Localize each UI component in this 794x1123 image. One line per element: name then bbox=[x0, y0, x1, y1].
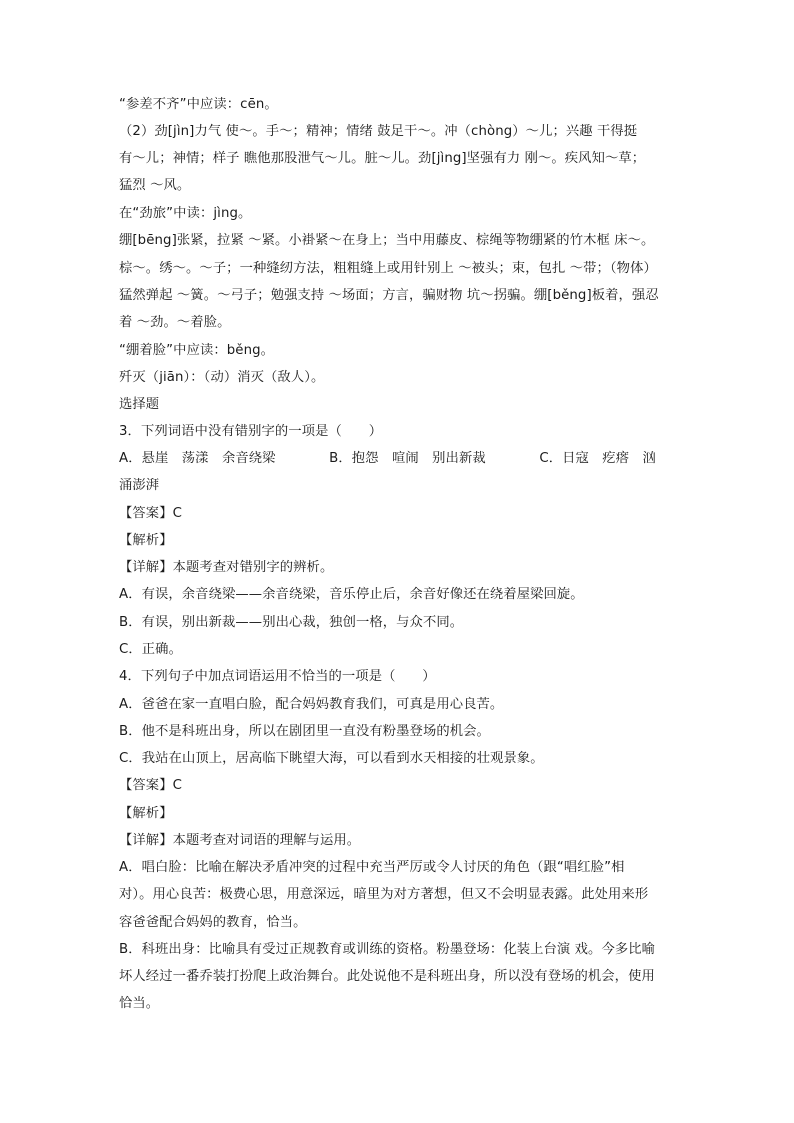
text-line: 猛烈 ～风。 bbox=[119, 178, 191, 193]
detail-text: 容爸爸配合妈妈的教育，恰当。 bbox=[119, 915, 307, 930]
text-line: （2）劲[jìn]力气 使～。手～；精神；情绪 鼓足干～。冲（chòng）～儿；兴趣 干得挺 bbox=[119, 124, 638, 139]
text-line: “绷着脸”中应读：běng。 bbox=[119, 343, 275, 358]
section-heading: 选择题 bbox=[119, 397, 160, 412]
answer-label: 【答案】C bbox=[119, 778, 182, 793]
answer-label: 【答案】C bbox=[119, 506, 182, 521]
text-line: 绷[bēng]张紧，拉紧 ～紧。小褂紧～在身上；当中用藤皮、棕绳等物绷紧的竹木框 床～。 bbox=[119, 233, 655, 248]
analysis-label: 【解析】 bbox=[119, 533, 173, 548]
text-line: 在“劲旅”中读：jìng。 bbox=[119, 206, 252, 221]
question-4-option-b: B．他不是科班出身，所以在剧团里一直没有粉墨登场的机会。 bbox=[119, 724, 490, 739]
detail-text: 【详解】本题考查对错别字的辨析。 bbox=[119, 560, 334, 575]
detail-text: 恰当。 bbox=[119, 996, 160, 1011]
detail-text: A．唱白脸：比喻在解决矛盾冲突的过程中充当严厉或令人讨厌的角色（跟“唱红脸”相 bbox=[119, 860, 625, 875]
text-line: 着 ～劲。～着脸。 bbox=[119, 315, 231, 330]
question-4: 4．下列句子中加点词语运用不恰当的一项是（ ） bbox=[119, 669, 436, 684]
text-line: 有～儿；神情；样子 瞧他那股泄气～儿。脏～儿。劲[jìng]坚强有力 刚～。疾风知～草； bbox=[119, 151, 646, 166]
text-line: “参差不齐”中应读：cēn。 bbox=[119, 97, 278, 112]
detail-text: 对）。用心良苦：极费心思，用意深远，暗里为对方著想，但又不会明显表露。此处用来形 bbox=[119, 887, 649, 902]
question-3: 3．下列词语中没有错别字的一项是（ ） bbox=[119, 424, 383, 439]
detail-text: B．有误，别出新裁——别出心裁，独创一格，与众不同。 bbox=[119, 615, 464, 630]
detail-text: B．科班出身：比喻具有受过正规教育或训练的资格。粉墨登场：化装上台演 戏。今多比喻 bbox=[119, 942, 656, 957]
question-4-option-c: C．我站在山顶上，居高临下眺望大海，可以看到水天相接的壮观景象。 bbox=[119, 751, 544, 766]
detail-text: C．正确。 bbox=[119, 642, 182, 657]
text-line: 猛然弹起 ～簧。～弓子；勉强支持 ～场面；方言，骗财物 坑～拐骗。绷[běng]板着，强忍 bbox=[119, 288, 659, 303]
question-4-option-a: A．爸爸在家一直唱白脸，配合妈妈教育我们，可真是用心良苦。 bbox=[119, 697, 504, 712]
analysis-label: 【解析】 bbox=[119, 806, 173, 821]
question-3-options-cont: 涌澎湃 bbox=[119, 478, 160, 493]
question-3-options: A．悬崖 荡漾 余音绕梁 B．抱怨 喧闹 别出新裁 C．日寇 疙瘩 汹 bbox=[119, 451, 656, 466]
text-line: 棕～。绣～。～子；一种缝纫方法，粗粗缝上或用针别上 ～被头；束，包扎 ～带；（物体） bbox=[119, 261, 657, 276]
text-line: 歼灭（jiān）：（动）消灭（敌人）。 bbox=[119, 370, 325, 385]
detail-text: 坏人经过一番乔装打扮爬上政治舞台。此处说他不是科班出身，所以没有登场的机会，使用 bbox=[119, 969, 655, 984]
detail-text: A．有误，余音绕梁——余音绕梁，音乐停止后，余音好像还在绕着屋梁回旋。 bbox=[119, 587, 584, 602]
detail-text: 【详解】本题考查对词语的理解与运用。 bbox=[119, 833, 361, 848]
